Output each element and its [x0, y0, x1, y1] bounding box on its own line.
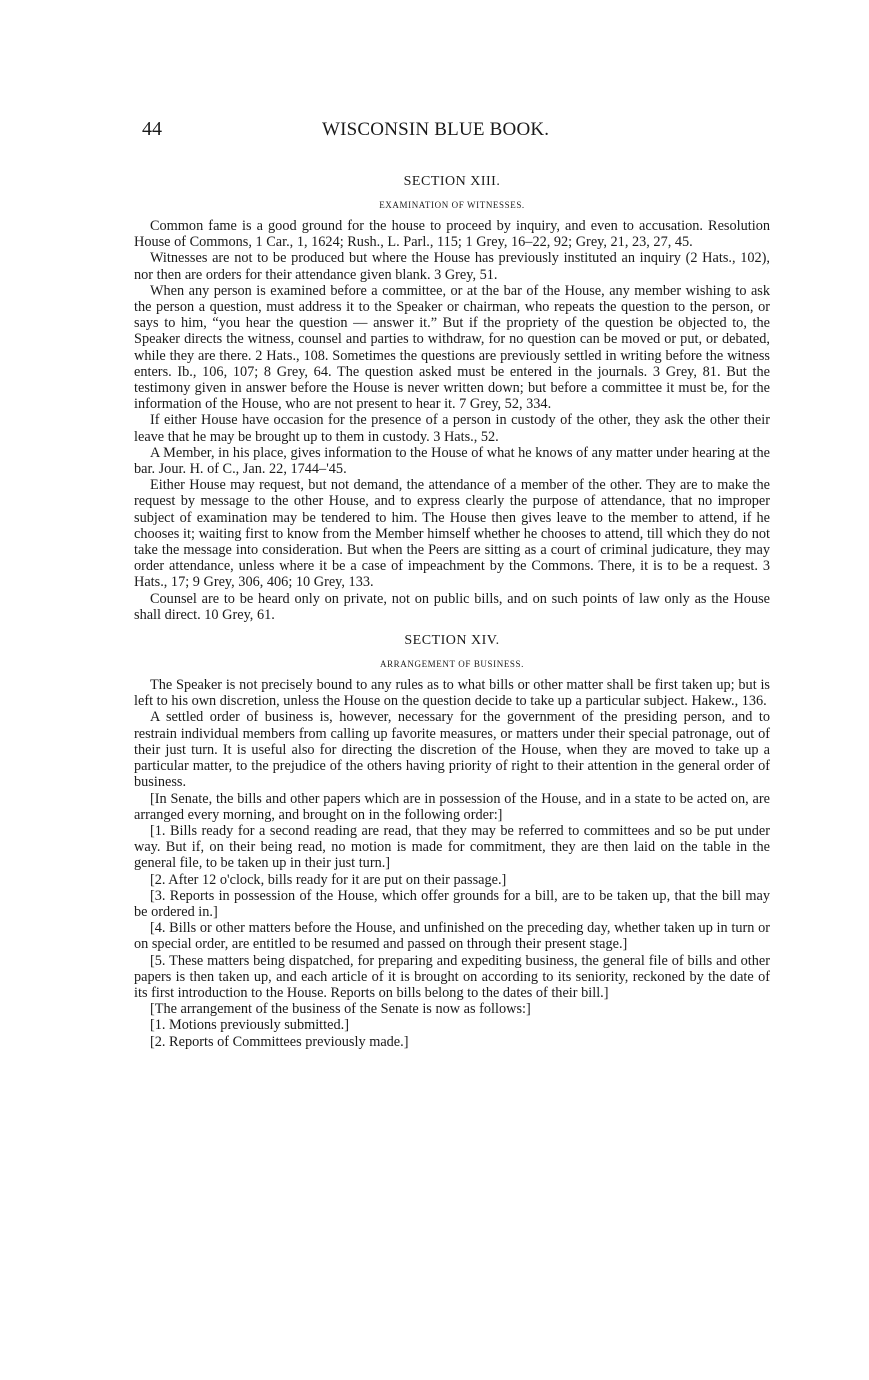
section-14: [134, 633, 770, 1050]
paragraph: Witnesses are not to be produced but where the House has previously instituted an inquiry (2 Hats., 102), nor then are orders for their attendance given blank. 3 Grey, 51.: [134, 250, 770, 283]
paragraph: [The arrangement of the business of the Senate is now as follows:]: [150, 1001, 531, 1018]
section-13: [134, 174, 770, 623]
paragraph: [2. Reports of Committees previously made.]: [150, 1033, 409, 1050]
paragraph: Counsel are to be heard only on private, not on public bills, and on such points of law only as the House shall direct. 10 Grey, 61.: [134, 590, 770, 623]
paragraph: Common fame is a good ground for the house to proceed by inquiry, and even to accusation. Resolution House of Commons, 1 Car., 1, 1624; Rush., L. Parl., 115; 1 Grey, 16–22, 92; Grey, 21, 23, 27, 45.: [134, 218, 770, 251]
paragraph: [4. Bills or other matters before the House, and unfinished on the preceding day, whether taken up in turn or on special order, are entitled to be resumed and passed on through their present stage.]: [134, 920, 770, 953]
running-head: [134, 118, 770, 152]
paragraph: [5. These matters being dispatched, for preparing and expediting business, the general file of bills and other papers is then taken up, and each article of it is brought on according to its seniority, reckoned by the date of its first introduction to the House. Reports on bills belong to the dates of their bill.]: [134, 952, 770, 1001]
paragraph: [1. Motions previously submitted.]: [150, 1017, 349, 1034]
section-13-title: SECTION XIII.: [403, 174, 501, 189]
paragraph: [3. Reports in possession of the House, which offer grounds for a bill, are to be taken up, that the bill may be ordered in.]: [134, 887, 770, 920]
paragraph: [In Senate, the bills and other papers which are in possession of the House, and in a state to be acted on, are arranged every morning, and brought on in the following order:]: [134, 790, 770, 823]
paragraph: If either House have occasion for the presence of a person in custody of the other, they ask the other their leave that he may be brought up to them in custody. 3 Hats., 52.: [134, 412, 770, 445]
document-page: [134, 118, 770, 1050]
book-title: WISCONSIN BLUE BOOK.: [322, 119, 550, 140]
paragraph: When any person is examined before a committee, or at the bar of the House, any member wishing to ask the person a question, must address it to the Speaker or chairman, who repeats the question to the person, or says to him, “you hear the question — answer it.” But if the propriety of the question be objected to, the Speaker directs the witness, counsel and parties to withdraw, for no question can be moved or put, or debated, while they are there. 2 Hats., 108. Sometimes the questions are previously settled in writing before the witness enters. Ib., 106, 107; 8 Grey, 64. The question asked must be entered in the journals. 3 Grey, 81. But the testimony given in answer before the House is never written down; but before a committee it must be, for the information of the House, who are not present to hear it. 7 Grey, 52, 334.: [134, 282, 770, 413]
section-13-subtitle: EXAMINATION OF WITNESSES.: [379, 200, 525, 210]
paragraph: A settled order of business is, however, necessary for the government of the presiding person, and to restrain individual members from calling up favorite measures, or matters under their special patronage, out of their just turn. It is useful also for directing the discretion of the House, when they are moved to take up a particular matter, to the prejudice of the others having priority of right to their attention in the general order of business.: [134, 709, 770, 791]
paragraph: The Speaker is not precisely bound to any rules as to what bills or other matter shall be first taken up; but is left to his own discretion, unless the House on the question decide to take up a particular subject. Hakew., 136.: [134, 677, 770, 710]
page-number: 44: [142, 118, 162, 140]
paragraph: [2. After 12 o'clock, bills ready for it are put on their passage.]: [150, 871, 507, 888]
section-14-subtitle: ARRANGEMENT OF BUSINESS.: [379, 659, 524, 670]
paragraph: Either House may request, but not demand, the attendance of a member of the other. They are to make the request by message to the other House, and to express clearly the purpose of attendance, that no improper subject of examination may be tendered to him. The House then gives leave to the member to attend, if he chooses it; waiting first to know from the Member himself whether he chooses to attend, till which they do not take the message into consideration. But when the Peers are sitting as a court of criminal judicature, they may order attendance, unless where it be a case of impeachment by the Commons. There, it is to be a request. 3 Hats., 17; 9 Grey, 306, 406; 10 Grey, 133.: [134, 477, 770, 591]
section-14-title: SECTION XIV.: [404, 633, 500, 649]
paragraph: [1. Bills ready for a second reading are read, that they may be referred to committees and so be put under way. But if, on their being read, no motion is made for commitment, they are then laid on the table in the general file, to be taken up in their just turn.]: [134, 822, 770, 872]
paragraph: A Member, in his place, gives information to the House of what he knows of any matter under hearing at the bar. Jour. H. of C., Jan. 22, 1744–'45.: [134, 444, 770, 478]
